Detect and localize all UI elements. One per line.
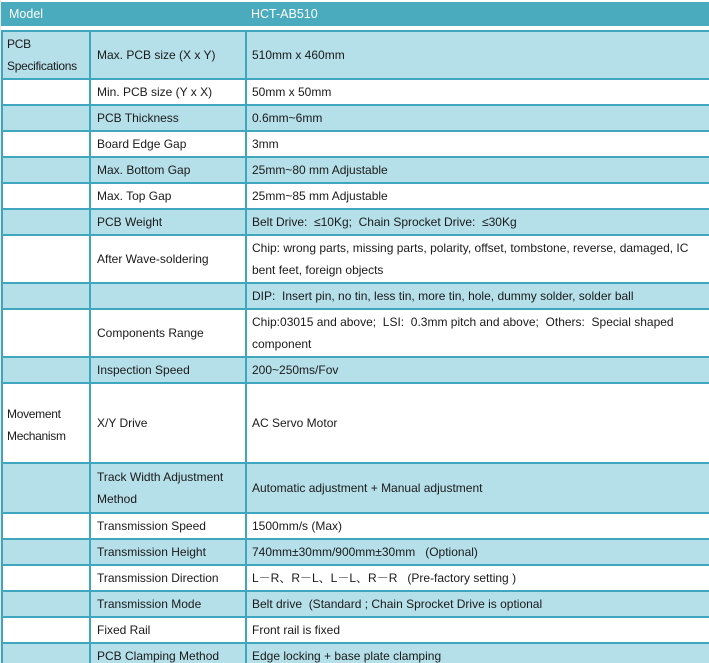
- param-cell: Components Range: [90, 309, 246, 357]
- value-cell: 25mm~85 mm Adjustable: [246, 183, 709, 209]
- category-cell: [2, 131, 90, 157]
- category-cell: [2, 283, 90, 309]
- table-row: [2, 283, 709, 309]
- table-row: [2, 591, 709, 617]
- value-cell: 50mm x 50mm: [246, 79, 709, 105]
- category-cell: [2, 463, 90, 513]
- value-cell: Belt drive (Standard ; Chain Sprocket Drive is optional: [246, 591, 709, 617]
- category-cell: [2, 357, 90, 383]
- model-value: HCT-AB510: [251, 7, 318, 21]
- param-cell: PCB Thickness: [90, 105, 246, 131]
- value-cell: Front rail is fixed: [246, 617, 709, 643]
- value-cell: Edge locking + base plate clamping: [246, 643, 709, 663]
- table-row: [2, 31, 709, 79]
- table-row: [2, 105, 709, 131]
- value-cell: 0.6mm~6mm: [246, 105, 709, 131]
- param-cell: Max. PCB size (X x Y): [90, 31, 246, 79]
- param-cell: Track Width Adjustment Method: [90, 463, 246, 513]
- category-cell: PCB Specifications: [2, 31, 90, 79]
- value-cell: Automatic adjustment + Manual adjustment: [246, 463, 709, 513]
- table-row: [2, 183, 709, 209]
- param-cell: Transmission Speed: [90, 513, 246, 539]
- table-row: [2, 79, 709, 105]
- category-cell: [2, 157, 90, 183]
- param-cell: Transmission Direction: [90, 565, 246, 591]
- param-cell: PCB Weight: [90, 209, 246, 235]
- param-cell: [90, 283, 246, 309]
- table-row: [2, 617, 709, 643]
- category-cell: [2, 513, 90, 539]
- category-cell: [2, 309, 90, 357]
- value-cell: 25mm~80 mm Adjustable: [246, 157, 709, 183]
- table-row: [2, 565, 709, 591]
- category-cell: [2, 209, 90, 235]
- value-cell: Chip:03015 and above; LSI: 0.3mm pitch and above; Others: Special shaped component: [246, 309, 709, 357]
- value-cell: 3mm: [246, 131, 709, 157]
- table-row: [2, 357, 709, 383]
- table-row: [2, 309, 709, 357]
- category-cell: [2, 235, 90, 283]
- param-cell: Fixed Rail: [90, 617, 246, 643]
- value-cell: Chip: wrong parts, missing parts, polarity, offset, tombstone, reverse, damaged, IC bent feet, foreign objects: [246, 235, 709, 283]
- table-header-row: [1, 2, 709, 26]
- param-cell: PCB Clamping Method: [90, 643, 246, 663]
- param-cell: Min. PCB size (Y x X): [90, 79, 246, 105]
- param-cell: After Wave-soldering: [90, 235, 246, 283]
- param-cell: Max. Bottom Gap: [90, 157, 246, 183]
- category-cell: [2, 539, 90, 565]
- param-cell: Transmission Mode: [90, 591, 246, 617]
- value-cell: L－R、R－L、L－L、R－R (Pre-factory setting ): [246, 565, 709, 591]
- value-cell: 1500mm/s (Max): [246, 513, 709, 539]
- model-label: Model: [9, 7, 44, 21]
- category-cell: [2, 643, 90, 663]
- param-cell: Max. Top Gap: [90, 183, 246, 209]
- category-cell: [2, 617, 90, 643]
- table-row: [2, 513, 709, 539]
- category-cell: [2, 79, 90, 105]
- category-cell: [2, 565, 90, 591]
- param-cell: X/Y Drive: [90, 383, 246, 463]
- value-cell: AC Servo Motor: [246, 383, 709, 463]
- param-cell: Transmission Height: [90, 539, 246, 565]
- table-row: [2, 463, 709, 513]
- value-cell: 200~250ms/Fov: [246, 357, 709, 383]
- category-cell: [2, 591, 90, 617]
- spec-table: [1, 30, 709, 663]
- value-cell: DIP: Insert pin, no tin, less tin, more tin, hole, dummy solder, solder ball: [246, 283, 709, 309]
- table-row: [2, 235, 709, 283]
- table-row: [2, 209, 709, 235]
- value-cell: Belt Drive: ≤10Kg; Chain Sprocket Drive: ≤30Kg: [246, 209, 709, 235]
- param-cell: Inspection Speed: [90, 357, 246, 383]
- category-cell: [2, 105, 90, 131]
- table-row: [2, 157, 709, 183]
- table-row: [2, 643, 709, 663]
- table-row: [2, 539, 709, 565]
- table-row: [2, 131, 709, 157]
- table-row: [2, 383, 709, 463]
- category-cell: Movement Mechanism: [2, 383, 90, 463]
- param-cell: Board Edge Gap: [90, 131, 246, 157]
- value-cell: 740mm±30mm/900mm±30mm (Optional): [246, 539, 709, 565]
- value-cell: 510mm x 460mm: [246, 31, 709, 79]
- category-cell: [2, 183, 90, 209]
